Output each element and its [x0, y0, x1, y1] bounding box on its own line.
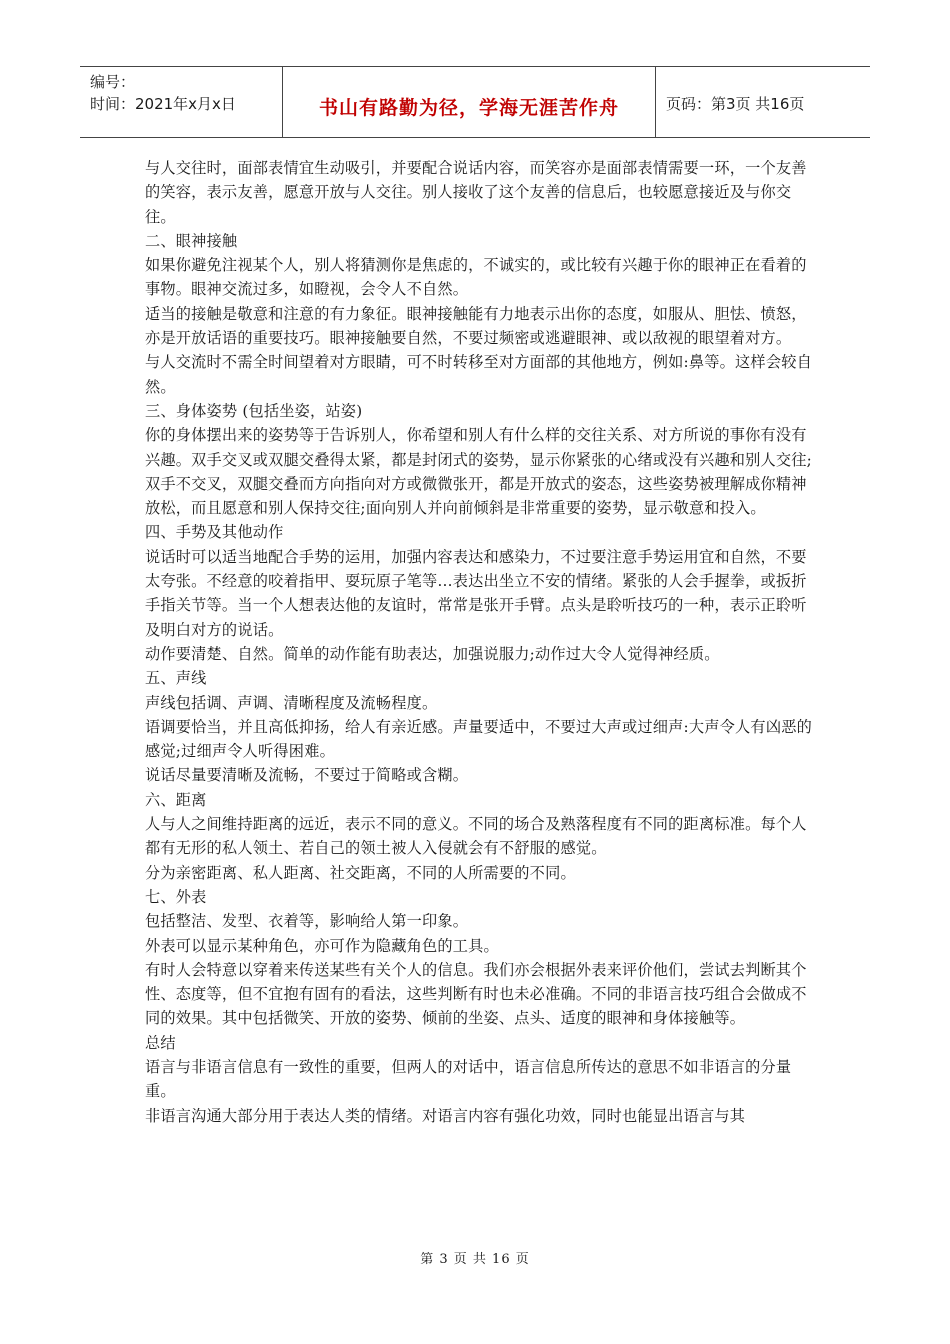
document-header	[80, 66, 870, 138]
paragraph: 分为亲密距离、私人距离、社交距离，不同的人所需要的不同。	[145, 863, 576, 882]
header-motto-cell	[283, 67, 656, 137]
section-heading: 五、声线	[145, 669, 207, 688]
paragraph: 与人交流时不需全时间望着对方眼睛，可不时转移至对方面部的其他地方，例如:鼻等。这样会较自然。	[145, 353, 812, 396]
paragraph: 与人交往时，面部表情宜生动吸引，并要配合说话内容，而笑容亦是面部表情需要一环，一个友善的笑容，表示友善，愿意开放与人交往。别人接收了这个友善的信息后，也较愿意接近及与你交往。	[145, 159, 807, 226]
section-heading: 六、距离	[145, 790, 207, 809]
paragraph: 如果你避免注视某个人，别人将猜测你是焦虑的，不诚实的，或比较有兴趣于你的眼神正在看着的事物。眼神交流过多，如瞪视，会令人不自然。	[145, 256, 807, 299]
section-heading: 二、眼神接触	[145, 231, 238, 250]
section-heading: 三、身体姿势 (包括坐姿，站姿)	[145, 401, 363, 420]
header-motto: 书山有路勤为径，学海无涯苦作舟	[318, 97, 619, 119]
header-page-code: 页码：第3页 共16页	[666, 95, 805, 113]
document-number-label: 编号：	[90, 73, 136, 91]
paragraph: 语调要恰当，并且高低抑扬，给人有亲近感。声量要适中，不要过大声或过细声:大声令人有凶恶的感觉;过细声令人听得困难。	[145, 717, 812, 761]
section-heading: 四、手势及其他动作	[145, 523, 284, 542]
paragraph: 人与人之间维持距离的远近，表示不同的意义。不同的场合及熟落程度有不同的距离标准。每个人都有无形的私人领土、若自己的领土被人入侵就会有不舒服的感觉。	[145, 815, 807, 858]
header-meta-cell	[80, 67, 283, 137]
paragraph: 说话尽量要清晰及流畅，不要过于简略或含糊。	[145, 766, 469, 785]
paragraph: 有时人会特意以穿着来传送某些有关个人的信息。我们亦会根据外表来评价他们，尝试去判断其个性、态度等，但不宜抱有固有的看法，这些判断有时也未必准确。不同的非语言技巧组合会做成不同的效果。其中包括微笑、开放的姿势、倾前的坐姿、点头、适度的眼神和身体接触等。	[145, 960, 807, 1028]
paragraph: 外表可以显示某种角色，亦可作为隐藏角色的工具。	[145, 936, 499, 955]
paragraph: 包括整洁、发型、衣着等，影响给人第一印象。	[145, 912, 469, 931]
section-heading: 总结	[145, 1033, 176, 1052]
page-footer: 第 3 页 共 16 页	[420, 1252, 530, 1267]
document-date-label: 时间：2021年x月x日	[90, 95, 236, 113]
paragraph: 声线包括调、声调、清晰程度及流畅程度。	[145, 693, 438, 712]
section-heading: 七、外表	[145, 887, 207, 906]
paragraph: 非语言沟通大部分用于表达人类的情绪。对语言内容有强化功效，同时也能显出语言与其	[145, 1106, 746, 1125]
paragraph: 说话时可以适当地配合手势的运用，加强内容表达和感染力，不过要注意手势运用宜和自然，不要太夸张。不经意的咬着指甲、耍玩原子笔等…表达出坐立不安的情绪。紧张的人会手握拳，或扳折手指关节等。当一个人想表达他的友谊时，常常是张开手臂。点头是聆听技巧的一种，表示正聆听及明白对方的说话。	[145, 547, 807, 639]
paragraph: 语言与非语言信息有一致性的重要，但两人的对话中，语言信息所传达的意思不如非语言的分量重。	[145, 1057, 792, 1101]
header-page-cell	[656, 67, 870, 137]
document-body	[145, 156, 815, 1128]
paragraph: 你的身体摆出来的姿势等于告诉别人，你希望和别人有什么样的交往关系、对方所说的事你有没有兴趣。双手交叉或双腿交叠得太紧，都是封闭式的姿势，显示你紧张的心绪或没有兴趣和别人交往;双手不交叉，双腿交叠而方向指向对方或微微张开，都是开放式的姿态，这些姿势被理解成你精神放松，而且愿意和别人保持交往;面向别人并向前倾斜是非常重要的姿势，显示敬意和投入。	[145, 426, 812, 518]
paragraph: 适当的接触是敬意和注意的有力象征。眼神接触能有力地表示出你的态度，如服从、胆怯、愤怒，亦是开放话语的重要技巧。眼神接触要自然，不要过频密或逃避眼神、或以敌视的眼望着对方。	[145, 304, 807, 348]
paragraph: 动作要清楚、自然。简单的动作能有助表达，加强说服力;动作过大令人觉得神经质。	[145, 644, 720, 663]
